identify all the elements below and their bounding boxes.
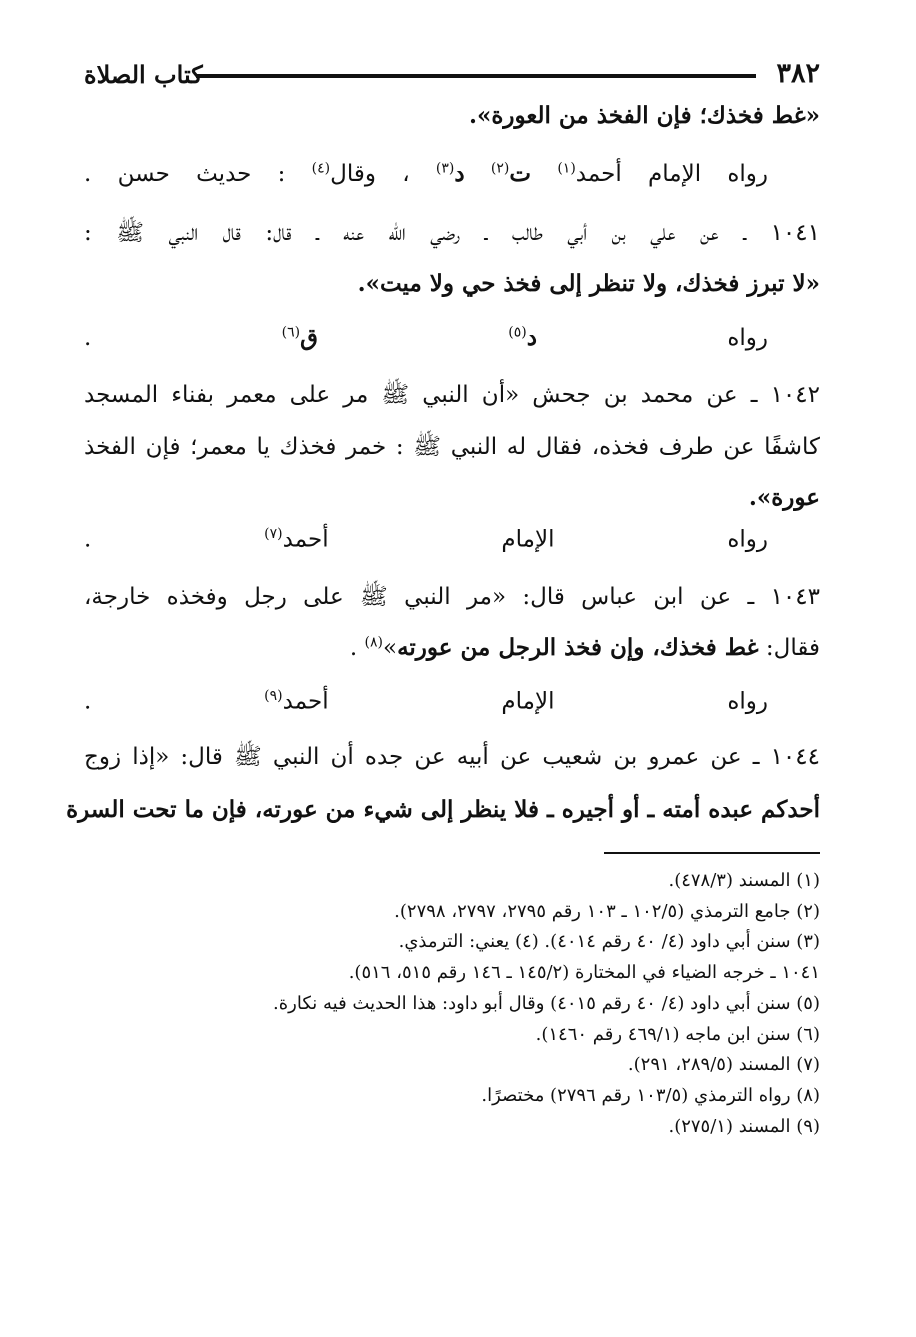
footnote: (٦) سنن ابن ماجه (٤٦٩/١ رقم ١٤٦٠). — [535, 1023, 820, 1045]
footnote-ref: (٩) — [264, 688, 283, 704]
text-line — [84, 324, 820, 351]
book-title: كتاب الصلاة — [84, 60, 203, 89]
text-line — [84, 688, 820, 715]
text-span: فقال: — [758, 635, 820, 661]
bold-span: غط فخذك، وإن فخذ الرجل من عورته — [397, 634, 759, 661]
text-line — [84, 634, 820, 661]
text-line: ١٠٤١ ـ عن علي بن أبي طالب ـ رضي اللّه عنه ـ قال: قال النبي ﷺ : — [84, 220, 820, 246]
text-span: رواه الإمام أحمد — [282, 688, 768, 715]
text-line: كاشفًا عن طرف فخذه، فقال له النبي ﷺ : خمر فخذك يا معمر؛ فإن الفخذ — [84, 434, 820, 460]
footnote-ref: (٧) — [264, 526, 283, 542]
text-span: : حديث حسن . — [84, 161, 312, 187]
text-line — [84, 160, 820, 187]
footnote: (٩) المسند (٢٧٥/١). — [668, 1115, 820, 1137]
footnote: (٨) رواه الترمذي (١٠٣/٥ رقم ٢٧٩٦) مختصرًا. — [481, 1084, 820, 1106]
text-span: ، وقال — [330, 161, 436, 187]
header-rule — [196, 74, 756, 78]
text-line: «لا تبرز فخذك، ولا تنظر إلى فخذ حي ولا ميت». — [357, 270, 820, 297]
bold-span: د — [526, 324, 538, 351]
text-span: » — [383, 635, 398, 661]
text-span: . — [84, 526, 265, 553]
text-span: . — [84, 688, 265, 715]
page-number: ٣٨٢ — [776, 58, 820, 89]
text-line: أحدكم عبده أمته ـ أو أجيره ـ فلا ينظر إلى شيء من عورته، فإن ما تحت السرة — [66, 796, 820, 823]
text-span: . — [349, 635, 365, 661]
bold-span: ق — [300, 324, 318, 351]
footnote-ref: (٤) — [311, 160, 331, 177]
bold-span: ت — [509, 160, 532, 187]
bold-span: د — [454, 160, 465, 187]
text-span — [465, 161, 491, 187]
text-span: رواه الإمام أحمد — [282, 526, 768, 553]
footnote-ref: (٨) — [364, 634, 383, 651]
page-header — [84, 58, 820, 98]
text-span: رواه الإمام أحمد — [575, 161, 769, 187]
footnotes — [84, 866, 820, 1142]
footnote: (٧) المسند (٢٨٩/٥، ٢٩١). — [627, 1054, 820, 1076]
text-line: عورة». — [748, 484, 820, 511]
text-line — [84, 526, 820, 553]
footnote: (٣) سنن أبي داود (٤/ ٤٠ رقم ٤٠١٤). (٤) يعني: الترمذي. — [398, 931, 820, 953]
text-span — [318, 325, 508, 351]
text-span — [531, 161, 557, 187]
footnote-ref: (٦) — [281, 324, 301, 341]
text-line: ١٠٤٢ ـ عن محمد بن جحش «أن النبي ﷺ مر على معمر بفناء المسجد — [84, 382, 820, 408]
text-line: «غط فخذك؛ فإن الفخذ من العورة». — [468, 102, 820, 129]
footnote: (١) المسند (٤٧٨/٣). — [668, 870, 820, 891]
text-span: رواه — [537, 325, 768, 351]
footnote-ref: (٥) — [508, 324, 527, 341]
footnote-ref: (٣) — [435, 160, 455, 177]
text-line: ١٠٤٣ ـ عن ابن عباس قال: «مر النبي ﷺ على رجل وفخذه خارجة، — [84, 584, 820, 610]
text-span: . — [84, 325, 282, 351]
footnote-ref: (٢) — [490, 160, 510, 177]
footnote-ref: (١) — [557, 160, 576, 177]
footnote-separator — [604, 852, 820, 854]
footnote: ١٠٤١ ـ خرجه الضياء في المختارة (١٤٥/٢ ـ ١٤٦ رقم ٥١٥، ٥١٦). — [348, 962, 820, 984]
footnote: (٥) سنن أبي داود (٤/ ٤٠ رقم ٤٠١٥) وقال أبو داود: هذا الحديث فيه نكارة. — [273, 992, 820, 1014]
text-line: ١٠٤٤ ـ عن عمرو بن شعيب عن أبيه عن جده أن النبي ﷺ قال: «إذا زوج — [84, 744, 820, 770]
footnote: (٢) جامع الترمذي (١٠٢/٥ ـ ١٠٣ رقم ٢٧٩٥، ٢٧٩٧، ٢٧٩٨). — [394, 900, 820, 922]
